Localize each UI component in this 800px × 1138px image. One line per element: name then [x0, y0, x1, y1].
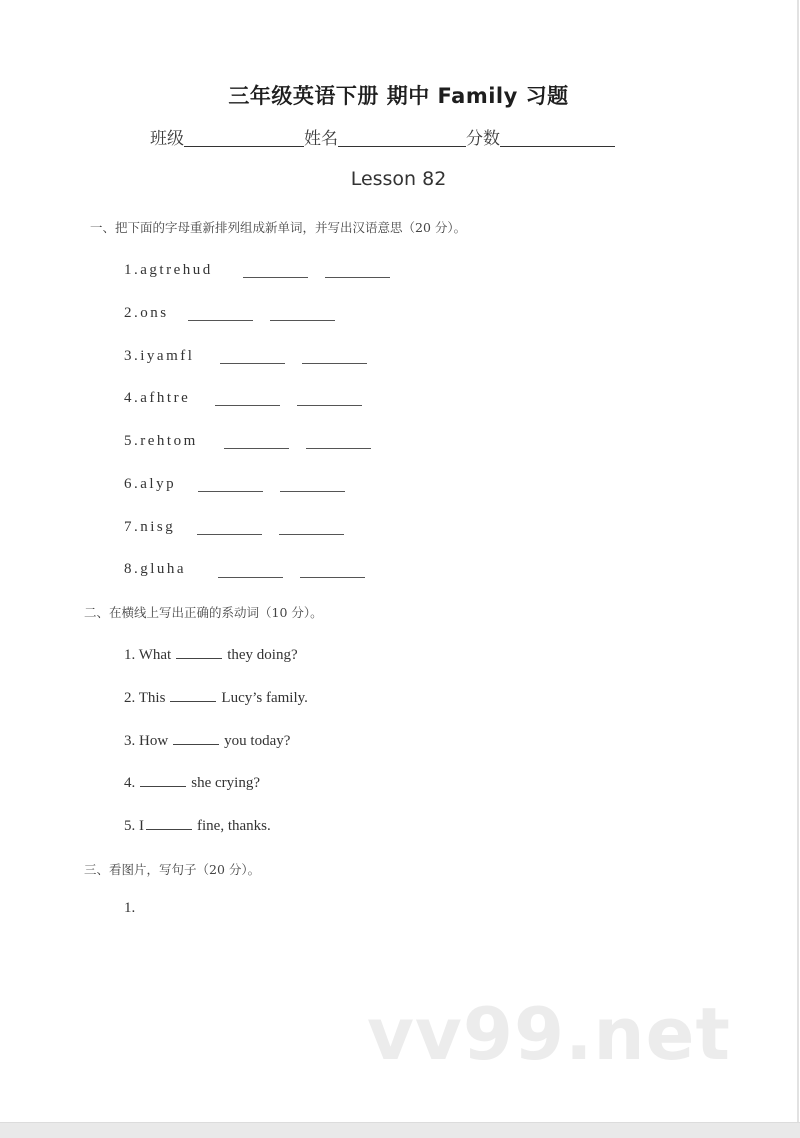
meaning-blank — [297, 405, 362, 406]
document-title: 三年级英语下册 期中 Family 习题 — [228, 84, 569, 108]
answer-blank — [176, 646, 222, 659]
class-blank — [184, 126, 304, 147]
meaning-blank — [325, 277, 390, 278]
name-label: 姓名 — [304, 129, 338, 149]
sentence-end: she crying? — [191, 775, 260, 791]
q1-item-2 — [124, 305, 169, 322]
scrambled-letters: nisg — [140, 519, 176, 535]
meaning-blank — [280, 491, 345, 492]
item-number: 7. — [124, 519, 141, 535]
score-blank — [500, 126, 615, 147]
word-blank — [220, 363, 285, 364]
q2-item-4 — [124, 774, 260, 792]
answer-blank — [173, 732, 219, 745]
sentence-start: How — [139, 733, 169, 749]
word-blank — [218, 577, 283, 578]
q1-item-1 — [124, 262, 213, 279]
word-blank — [188, 320, 253, 321]
item-number: 6. — [124, 476, 141, 492]
scrambled-letters: alyp — [140, 476, 177, 492]
item-number: 4. — [124, 775, 136, 791]
q1-item-5 — [124, 433, 198, 450]
meaning-blank — [270, 320, 335, 321]
word-blank — [243, 277, 308, 278]
section2-heading: 二、在横线上写出正确的系动词（10 分）。 — [84, 605, 323, 620]
meaning-blank — [302, 363, 367, 364]
q2-item-2 — [124, 689, 308, 707]
q1-item-6 — [124, 476, 176, 493]
scrambled-letters: agtrehud — [140, 262, 213, 278]
lesson-heading: Lesson 82 — [350, 168, 447, 190]
sentence-end: Lucy’s family. — [221, 690, 308, 706]
meaning-blank — [306, 448, 371, 449]
word-blank — [198, 491, 263, 492]
meaning-blank — [300, 577, 365, 578]
item-number: 1. — [124, 262, 141, 278]
sentence-end: fine, thanks. — [197, 818, 271, 834]
page-bottom-scrollbar[interactable] — [0, 1122, 800, 1138]
answer-blank — [170, 689, 216, 702]
item-number: 3. — [124, 348, 141, 364]
item-number: 8. — [124, 561, 141, 577]
answer-blank — [146, 817, 192, 830]
student-info-row — [150, 124, 615, 150]
meaning-blank — [279, 534, 344, 535]
sentence-end: you today? — [224, 733, 291, 749]
name-blank — [338, 126, 466, 147]
word-blank — [197, 534, 262, 535]
scrambled-letters: ons — [140, 305, 169, 321]
q2-item-1 — [124, 646, 298, 664]
scrambled-letters: afhtre — [140, 390, 191, 406]
item-number: 3. — [124, 733, 136, 749]
item-number: 4. — [124, 390, 141, 406]
item-number: 1. — [124, 647, 136, 663]
item-number: 2. — [124, 690, 136, 706]
item-number: 5. — [124, 433, 141, 449]
q1-item-3 — [124, 348, 194, 365]
scrambled-letters: iyamfl — [140, 348, 195, 364]
watermark: vv99.net — [367, 992, 731, 1076]
section1-heading: 一、把下面的字母重新排列组成新单词，并写出汉语意思（20 分）。 — [90, 220, 467, 235]
q1-item-7 — [124, 519, 175, 536]
score-label: 分数 — [466, 129, 500, 149]
word-blank — [224, 448, 289, 449]
sentence-start: I — [139, 818, 144, 834]
sentence-end: they doing? — [227, 647, 298, 663]
item-number: 5. — [124, 818, 136, 834]
sentence-start: This — [138, 690, 166, 706]
sentence-start: What — [138, 647, 172, 663]
section3-heading: 三、看图片，写句子（20 分）。 — [84, 862, 261, 877]
scrambled-letters: gluha — [140, 561, 187, 577]
q1-item-8 — [124, 561, 186, 578]
answer-blank — [140, 774, 186, 787]
q2-item-5 — [124, 817, 271, 835]
class-label: 班级 — [150, 129, 184, 149]
item-number: 2. — [124, 305, 141, 321]
q2-item-3 — [124, 732, 290, 750]
q3-item-1-number: 1. — [124, 900, 136, 916]
scrambled-letters: rehtom — [140, 433, 198, 449]
q1-item-4 — [124, 390, 190, 407]
word-blank — [215, 405, 280, 406]
